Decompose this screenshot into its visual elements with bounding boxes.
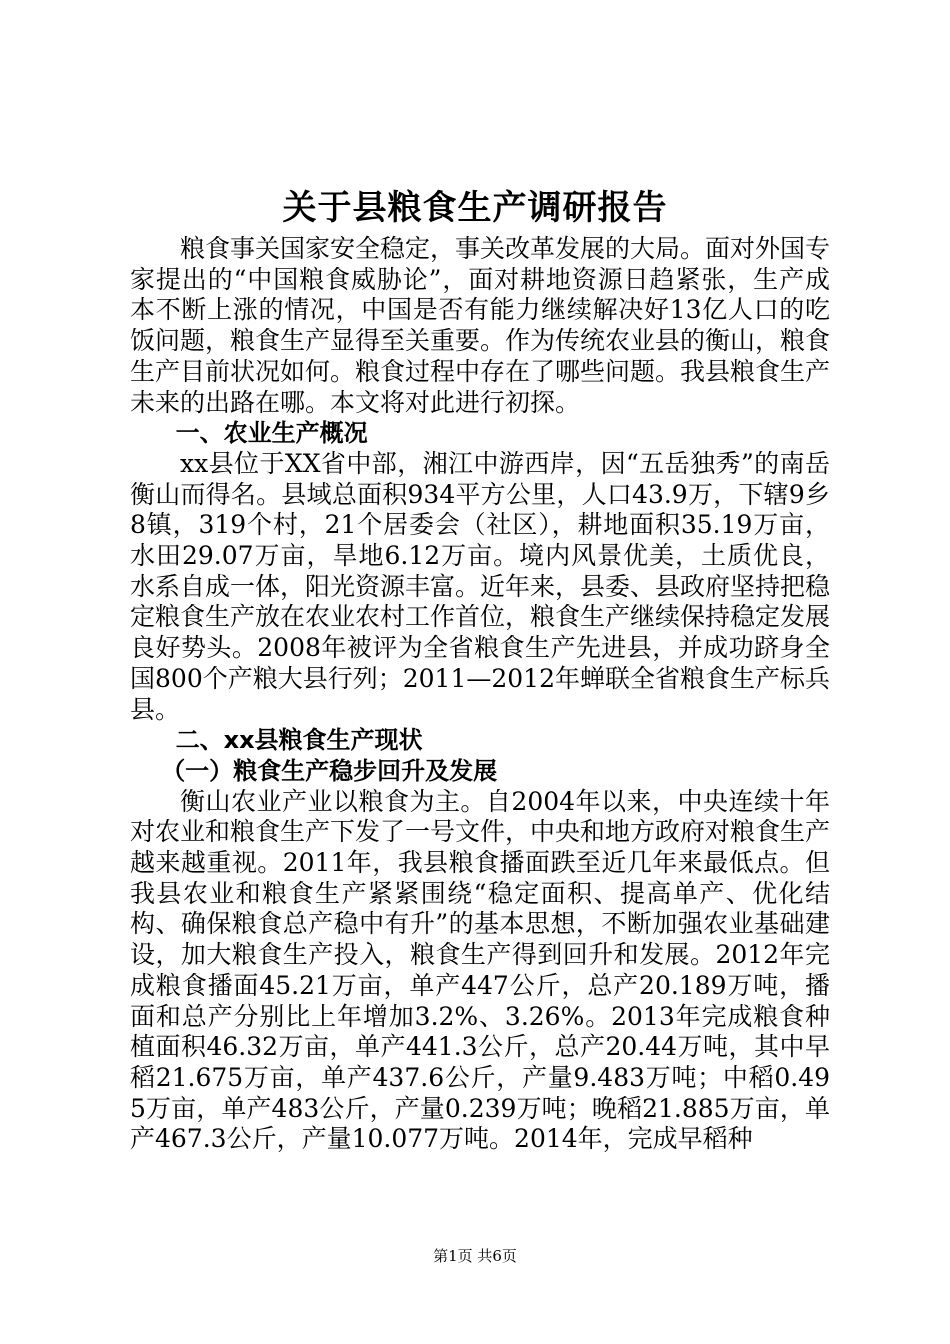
page-number-footer: 第1页 共6页 — [433, 1247, 517, 1265]
overview-paragraph: xx县位于XX省中部，湘江中游西岸，因“五岳独秀”的南岳衡山而得名。县域总面积934平方公里，人口43.9万，下辖9乡8镇，319个村，21个居委会（社区），耕地面积35.19万亩，水田29.07万亩，旱地6.12万亩。境内风景优美，土质优良，水系自成一体，阳光资源丰富。近年来，县委、县政府坚持把稳定粮食生产放在农业农村工作首位，粮食生产继续保持稳定发展良好势头。2008年被评为全省粮食生产先进县，并成功跻身全国800个产粮大县行列；2011—2012年蝉联全省粮食生产标兵县。 — [130, 448, 831, 724]
intro-paragraph: 粮食事关国家安全稳定，事关改革发展的大局。面对外国专家提出的“中国粮食威胁论”，面对耕地资源日趋紧张，生产成本不断上涨的情况，中国是否有能力继续解决好13亿人口的吃饭问题，粮食生产显得至关重要。作为传统农业县的衡山，粮食生产目前状况如何。粮食过程中存在了哪些问题。我县粮食生产未来的出路在哪。本文将对此进行初探。 — [130, 234, 831, 417]
subsection-heading-recovery: （一）粮食生产稳步回升及发展 — [161, 756, 498, 785]
section-heading-overview: 一、农业生产概况 — [175, 419, 368, 448]
document-title: 关于县粮食生产调研报告 — [282, 188, 668, 228]
recovery-paragraph: 衡山农业产业以粮食为主。自2004年以来，中央连续十年对农业和粮食生产下发了一号文件，中央和地方政府对粮食生产越来越重视。2011年，我县粮食播面跌至近几年来最低点。但我县农业和粮食生产紧紧围绕“稳定面积、提高单产、优化结构、确保粮食总产稳中有升”的基本思想，不断加强农业基础建设，加大粮食生产投入，粮食生产得到回升和发展。2012年完成粮食播面45.21万亩，单产447公斤，总产20.189万吨，播面和总产分别比上年增加3.2%、3.26%。2013年完成粮食种植面积46.32万亩，单产441.3公斤，总产20.44万吨，其中早稻21.675万亩，单产437.6公斤，产量9.483万吨；中稻0.495万亩，单产483公斤，产量0.239万吨；晚稻21.885万亩，单产467.3公斤，产量10.077万吨。2014年，完成早稻种 — [130, 786, 831, 1154]
section-heading-status: 二、xx县粮食生产现状 — [175, 726, 423, 755]
document-body — [130, 234, 830, 1155]
